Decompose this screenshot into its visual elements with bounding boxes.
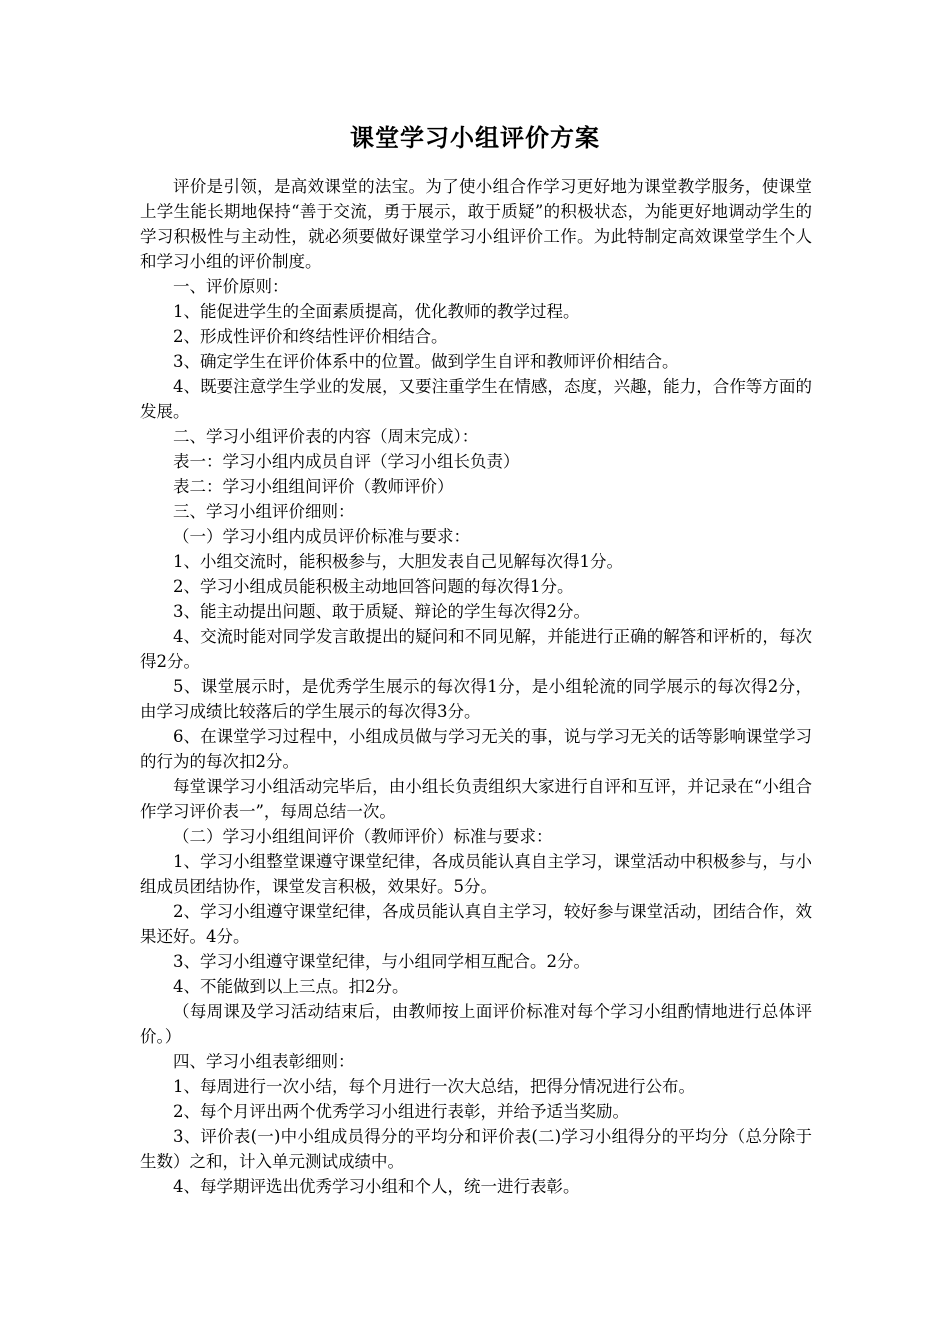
- member-rule-item: 2、学习小组成员能积极主动地回答问题的每次得1分。: [173, 577, 574, 596]
- principle-item: 1、能促进学生的全面素质提高，优化教师的教学过程。: [173, 302, 580, 321]
- member-rule-item: 3、能主动提出问题、敢于质疑、辩论的学生每次得2分。: [173, 602, 590, 621]
- form-item: 表二：学习小组组间评价（教师评价）: [173, 477, 454, 496]
- section-heading-awards: 四、学习小组表彰细则：: [173, 1052, 355, 1071]
- principle-item: 2、形成性评价和终结性评价相结合。: [173, 327, 448, 346]
- member-rule-note: 每堂课学习小组活动完毕后，由小组长负责组织大家进行自评和互评，并记录在“小组合作学习评价表一”，每周总结一次。: [140, 777, 812, 821]
- section-heading-forms: 二、学习小组评价表的内容（周末完成）：: [173, 427, 479, 446]
- group-rule-note: （每周课及学习活动结束后，由教师按上面评价标准对每个学习小组酌情地进行总体评价。）: [140, 1002, 812, 1046]
- award-item: 1、每周进行一次小结，每个月进行一次大总结，把得分情况进行公布。: [173, 1077, 695, 1096]
- group-rule-item: 3、学习小组遵守课堂纪律，与小组同学相互配合。2分。: [173, 952, 590, 971]
- section-heading-rules: 三、学习小组评价细则：: [173, 502, 355, 521]
- document-body: [140, 174, 812, 1199]
- intro-paragraph: 评价是引领，是高效课堂的法宝。为了使小组合作学习更好地为课堂教学服务，使课堂上学生能长期地保持“善于交流，勇于展示，敢于质疑”的积极状态，为能更好地调动学生的学习积极性与主动性，就必须要做好课堂学习小组评价工作。为此特制定高效课堂学生个人和学习小组的评价制度。: [140, 177, 812, 271]
- form-item: 表一：学习小组内成员自评（学习小组长负责）: [173, 452, 520, 471]
- group-rule-item: 1、学习小组整堂课遵守课堂纪律，各成员能认真自主学习，课堂活动中积极参与，与小组成员团结协作，课堂发言积极，效果好。5分。: [140, 852, 812, 896]
- principle-item: 4、既要注意学生学业的发展，又要注重学生在情感，态度，兴趣，能力，合作等方面的发展。: [140, 377, 812, 421]
- member-rule-item: 4、交流时能对同学发言敢提出的疑问和不同见解，并能进行正确的解答和评析的，每次得2分。: [140, 627, 812, 671]
- member-rule-item: 5、课堂展示时，是优秀学生展示的每次得1分，是小组轮流的同学展示的每次得2分，由学习成绩比较落后的学生展示的每次得3分。: [140, 677, 812, 721]
- principle-item: 3、确定学生在评价体系中的位置。做到学生自评和教师评价相结合。: [173, 352, 679, 371]
- subsection-heading-member-rules: （一）学习小组内成员评价标准与要求：: [173, 527, 470, 546]
- award-item: 3、评价表(一)中小组成员得分的平均分和评价表(二)学习小组得分的平均分（总分除于生数）之和，计入单元测试成绩中。: [140, 1127, 812, 1171]
- group-rule-item: 4、不能做到以上三点。扣2分。: [173, 977, 409, 996]
- award-item: 4、每学期评选出优秀学习小组和个人，统一进行表彰。: [173, 1177, 580, 1196]
- award-item: 2、每个月评出两个优秀学习小组进行表彰，并给予适当奖励。: [173, 1102, 629, 1121]
- group-rule-item: 2、学习小组遵守课堂纪律，各成员能认真自主学习，较好参与课堂活动，团结合作，效果还好。4分。: [140, 902, 812, 946]
- member-rule-item: 1、小组交流时，能积极参与，大胆发表自己见解每次得1分。: [173, 552, 623, 571]
- subsection-heading-group-rules: （二）学习小组组间评价（教师评价）标准与要求：: [173, 827, 553, 846]
- member-rule-item: 6、在课堂学习过程中，小组成员做与学习无关的事，说与学习无关的话等影响课堂学习的行为的每次扣2分。: [140, 727, 812, 771]
- document-title: 课堂学习小组评价方案: [350, 123, 600, 152]
- section-heading-principles: 一、评价原则：: [173, 277, 289, 296]
